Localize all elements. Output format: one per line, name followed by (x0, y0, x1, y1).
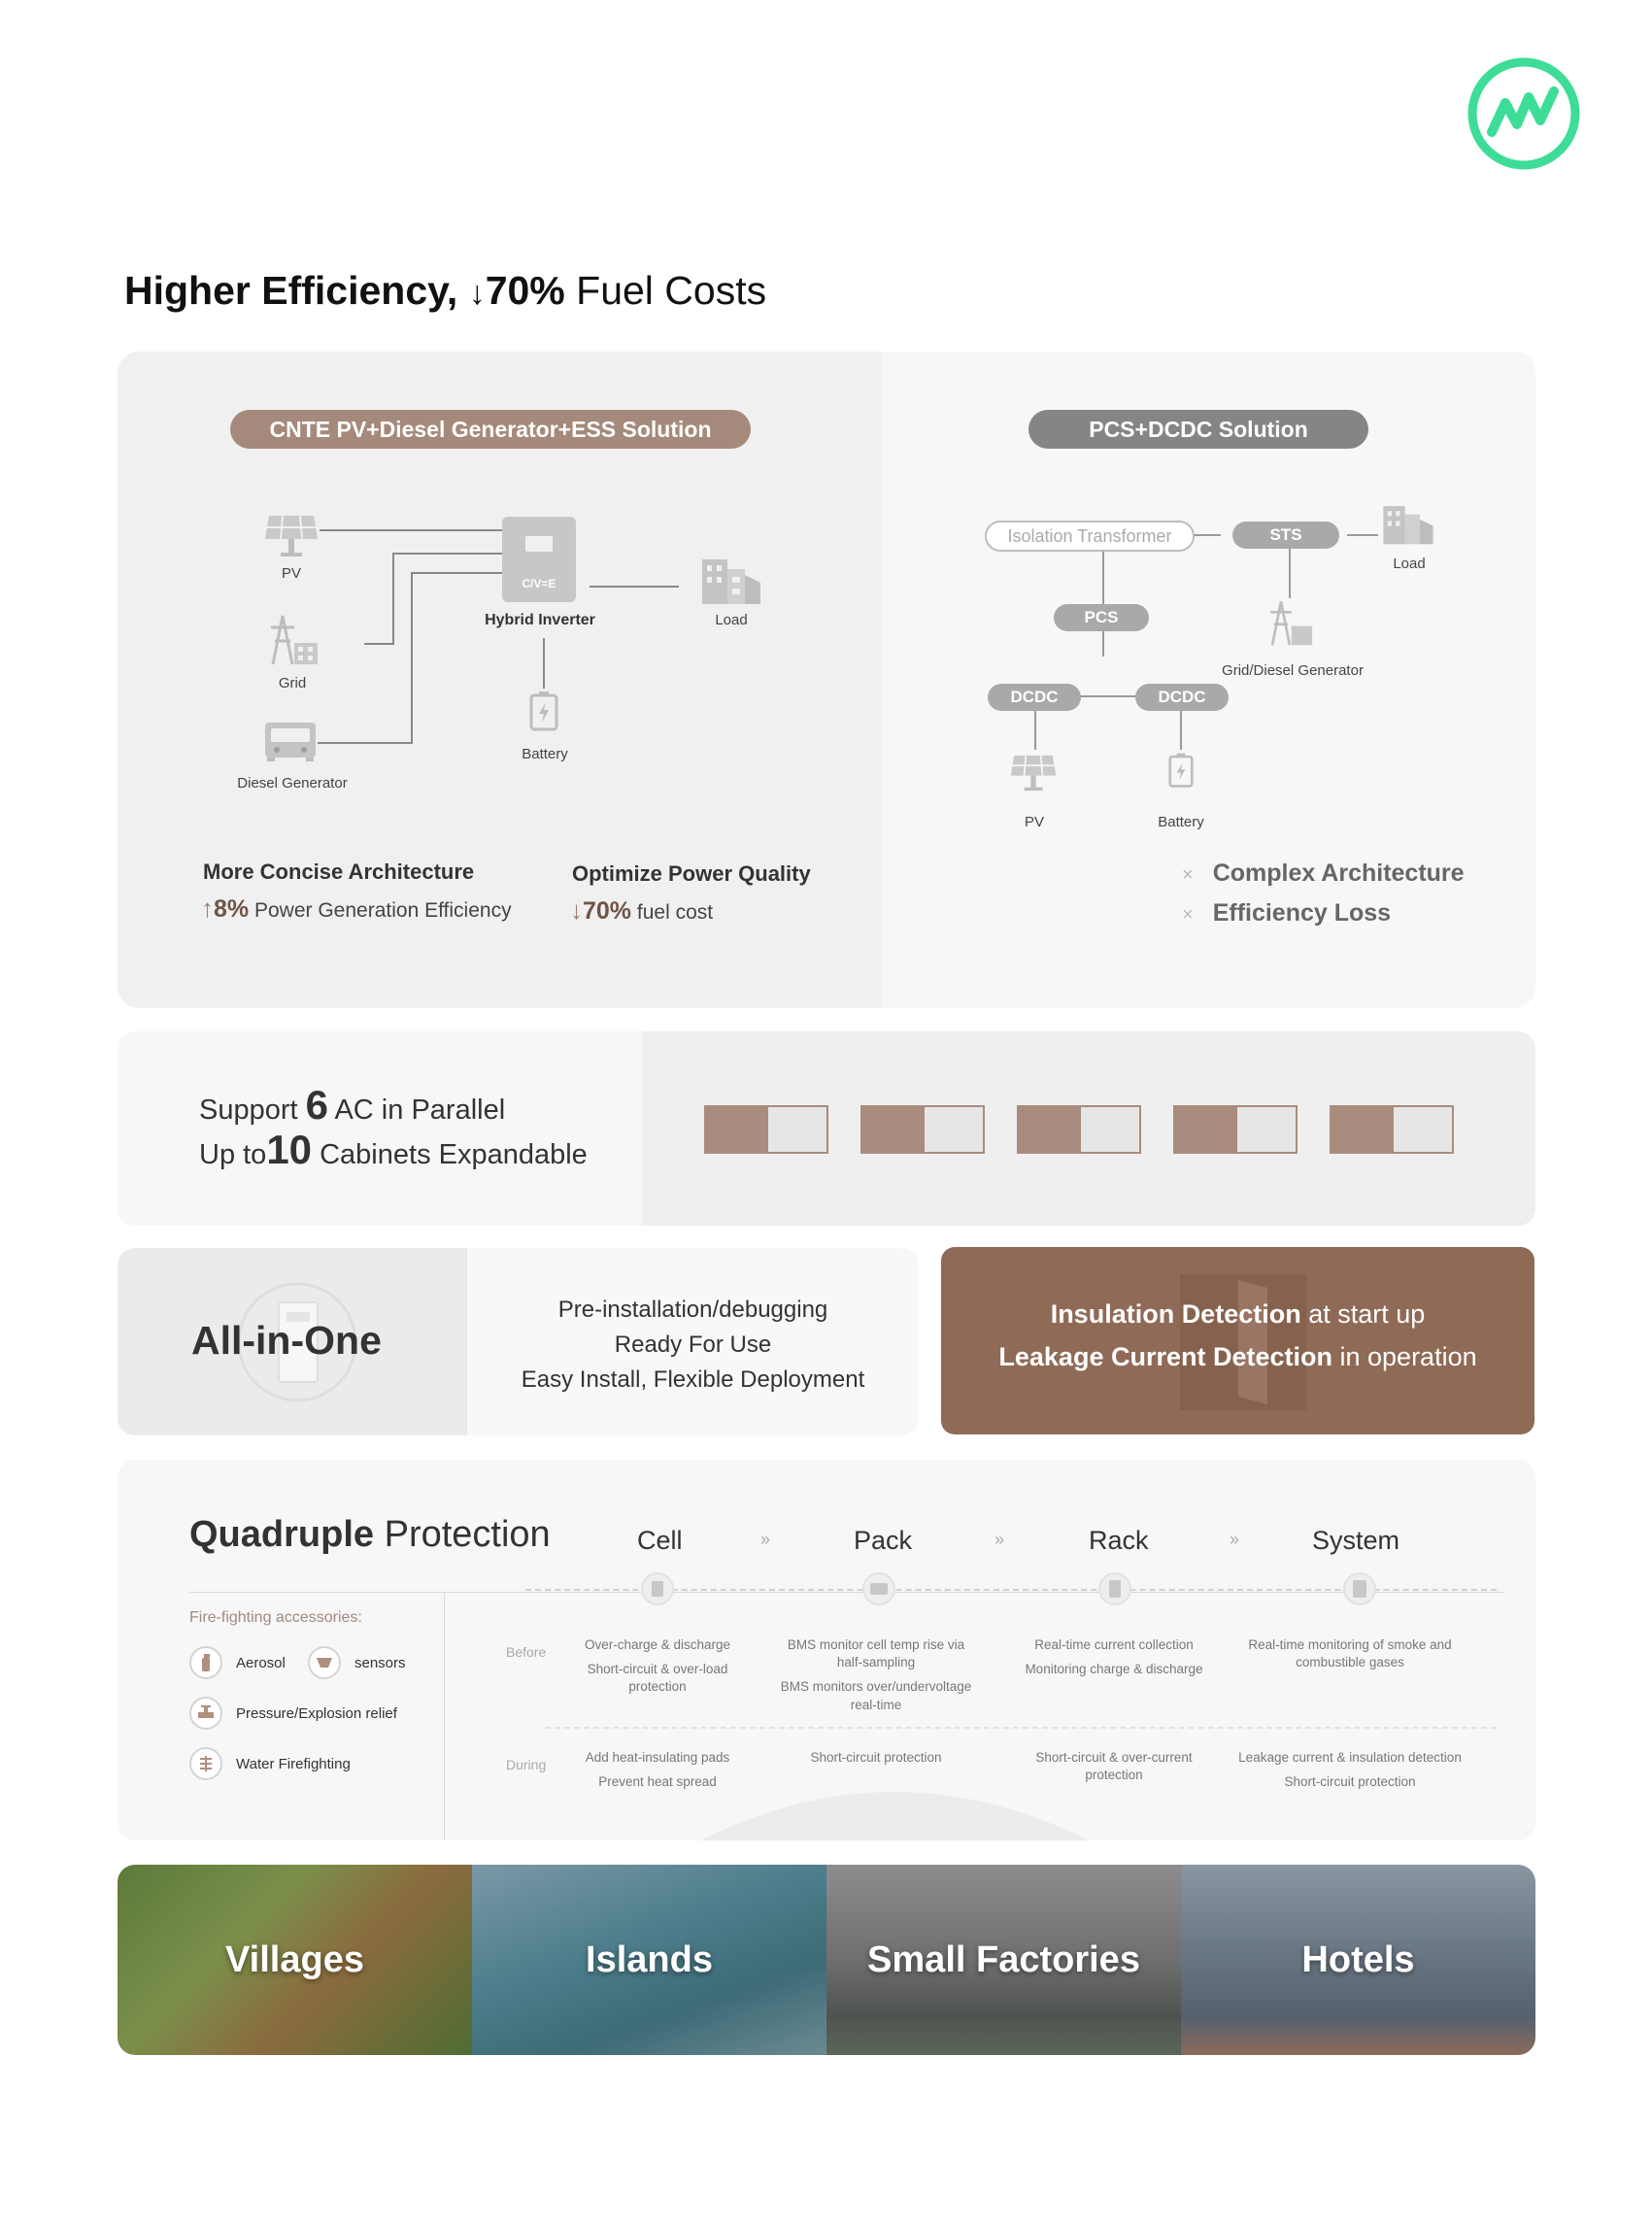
headline-percent: 70% (485, 268, 565, 313)
pv-label: PV (281, 565, 301, 582)
stage-rack: Rack (1089, 1526, 1149, 1555)
cabinet-block (1235, 1105, 1298, 1154)
feature-efficiency-value (201, 893, 512, 924)
fire-fighting-heading: Fire-fighting accessories: (189, 1609, 362, 1626)
cabinet-illustration (642, 1031, 1535, 1226)
pcs-solution-title: PCS+DCDC Solution (1028, 410, 1368, 449)
battery-icon (529, 691, 558, 731)
feature-concise-title: More Concise Architecture (203, 860, 475, 884)
solar-panel-icon (263, 512, 320, 560)
cabinet-block (1330, 1105, 1392, 1154)
before-label: Before (506, 1644, 547, 1660)
pcs-node: PCS (1054, 604, 1149, 631)
x-mark-icon: × (1182, 864, 1194, 886)
down-arrow-icon: ↓ (468, 275, 486, 312)
efficiency-percent: 8% (214, 895, 250, 923)
before-system: Real-time monitoring of smoke and combustible gases (1248, 1637, 1452, 1670)
cell-node-icon (641, 1572, 674, 1605)
cabinet-block (1173, 1105, 1235, 1154)
x-mark-icon: × (1182, 904, 1194, 926)
scenario-islands: Islands (472, 1865, 826, 2055)
before-rack: Real-time current collection Monitoring charge & discharge (1025, 1637, 1203, 1677)
architecture-comparison (118, 352, 1535, 1008)
before-cell: Over-charge & discharge Short-circuit & over-load protection (584, 1637, 731, 1695)
fire-item-pressure: Pressure/Explosion relief (189, 1697, 397, 1730)
pcs-load-label: Load (1393, 556, 1426, 572)
quadruple-protection (118, 1460, 1535, 1840)
isolation-transformer-node: Isolation Transformer (985, 521, 1195, 552)
parallel-count: 6 (305, 1082, 328, 1128)
dcdc-node-1: DCDC (988, 684, 1081, 711)
sensor-icon (308, 1646, 341, 1679)
aio-line-1: Pre-installation/debugging (557, 1297, 828, 1323)
water-spray-icon (189, 1747, 222, 1780)
pack-node-icon (862, 1572, 895, 1605)
headline-rest: Fuel Costs (576, 268, 767, 313)
scenario-small-factories: Small Factories (826, 1865, 1181, 2055)
stage-pack: Pack (854, 1526, 913, 1555)
sts-node: STS (1232, 522, 1339, 549)
cabinet-block (1017, 1105, 1079, 1154)
cabinet-block (860, 1105, 923, 1154)
during-label: During (506, 1757, 547, 1772)
chevron-right-icon: » (1230, 1530, 1240, 1549)
parallel-expansion (118, 1031, 1535, 1226)
all-in-one-title-panel (118, 1248, 467, 1435)
battery-icon (1168, 752, 1194, 789)
application-scenarios (118, 1865, 1535, 2055)
leakage-detection-text: Leakage Current Detection in operation (998, 1342, 1477, 1371)
scenario-hotels: Hotels (1181, 1865, 1535, 2055)
cabinet-block (766, 1105, 828, 1154)
all-in-one-card (118, 1248, 919, 1435)
protection-title: Quadruple Protection (189, 1514, 551, 1555)
extinguisher-icon (189, 1646, 222, 1679)
power-grid-icon (1262, 598, 1316, 647)
fire-item-aerosol: Aerosol (189, 1646, 286, 1679)
cnte-solution-title: CNTE PV+Diesel Generator+ESS Solution (230, 410, 751, 449)
scenario-villages: Villages (118, 1865, 472, 2055)
grid-label: Grid (278, 675, 307, 691)
stage-cell: Cell (637, 1526, 683, 1555)
during-rack: Short-circuit & over-current protection (1035, 1750, 1193, 1783)
during-cell: Add heat-insulating pads Prevent heat spread (585, 1750, 730, 1790)
all-in-one-title: All-in-One (191, 1318, 382, 1363)
hybrid-inverter-icon (502, 517, 576, 602)
detection-card (941, 1247, 1534, 1434)
during-system: Leakage current & insulation detection Short-circuit protection (1238, 1750, 1462, 1790)
solar-panel-icon (1009, 752, 1058, 794)
aio-line-2: Ready For Use (614, 1332, 772, 1358)
rack-node-icon (1098, 1572, 1131, 1605)
during-pack: Short-circuit protection (810, 1750, 942, 1765)
valve-icon (189, 1697, 222, 1730)
chevron-right-icon: » (995, 1530, 1005, 1549)
parallel-support-text: Support 6 AC in Parallel (199, 1082, 506, 1128)
feature-fuel-value (570, 895, 713, 926)
battery-label: Battery (522, 746, 568, 762)
inverter-brand: C/V=E (522, 577, 556, 590)
insulation-detection-text: Insulation Detection at start up (1050, 1299, 1426, 1329)
load-label: Load (715, 612, 748, 628)
headline-bold: Higher Efficiency, (124, 268, 458, 313)
diesel-label: Diesel Generator (237, 775, 348, 792)
page-title (124, 268, 766, 314)
cabinet-block (704, 1105, 766, 1154)
fire-item-sensors: sensors (308, 1646, 406, 1679)
building-load-icon (698, 554, 764, 606)
pcs-pv-label: PV (1024, 814, 1044, 830)
dcdc-node-2: DCDC (1135, 684, 1229, 711)
power-grid-icon (261, 612, 321, 666)
fuel-percent: 70% (583, 897, 632, 925)
cabinet-block (1079, 1105, 1141, 1154)
cabinet-block (923, 1105, 985, 1154)
hybrid-inverter-label: Hybrid Inverter (485, 612, 595, 628)
building-load-icon (1380, 501, 1436, 546)
system-node-icon (1343, 1572, 1376, 1605)
cabinet-count: 10 (266, 1127, 313, 1172)
drawback-complex: × Complex Architecture (1182, 860, 1465, 887)
cabinet-block (1392, 1105, 1454, 1154)
feature-quality-title: Optimize Power Quality (572, 861, 811, 886)
brand-logo (1467, 56, 1581, 171)
cabinet-expand-text: Up to10 Cabinets Expandable (199, 1127, 588, 1172)
before-pack: BMS monitor cell temp rise via half-sampling BMS monitors over/undervoltage real-time (780, 1637, 972, 1712)
stage-system: System (1312, 1526, 1400, 1555)
efficiency-text: Power Generation Efficiency (253, 899, 512, 922)
up-arrow-icon: ↑ (201, 893, 214, 923)
fire-item-water: Water Firefighting (189, 1747, 351, 1780)
chevron-right-icon: » (760, 1530, 771, 1549)
grid-diesel-label: Grid/Diesel Generator (1222, 662, 1364, 679)
diesel-generator-icon (263, 719, 318, 763)
aio-line-3: Easy Install, Flexible Deployment (521, 1366, 865, 1393)
down-arrow-icon: ↓ (570, 895, 583, 925)
fuel-text: fuel cost (636, 901, 714, 924)
pcs-battery-label: Battery (1158, 814, 1204, 830)
drawback-efficiency: × Efficiency Loss (1182, 899, 1392, 927)
